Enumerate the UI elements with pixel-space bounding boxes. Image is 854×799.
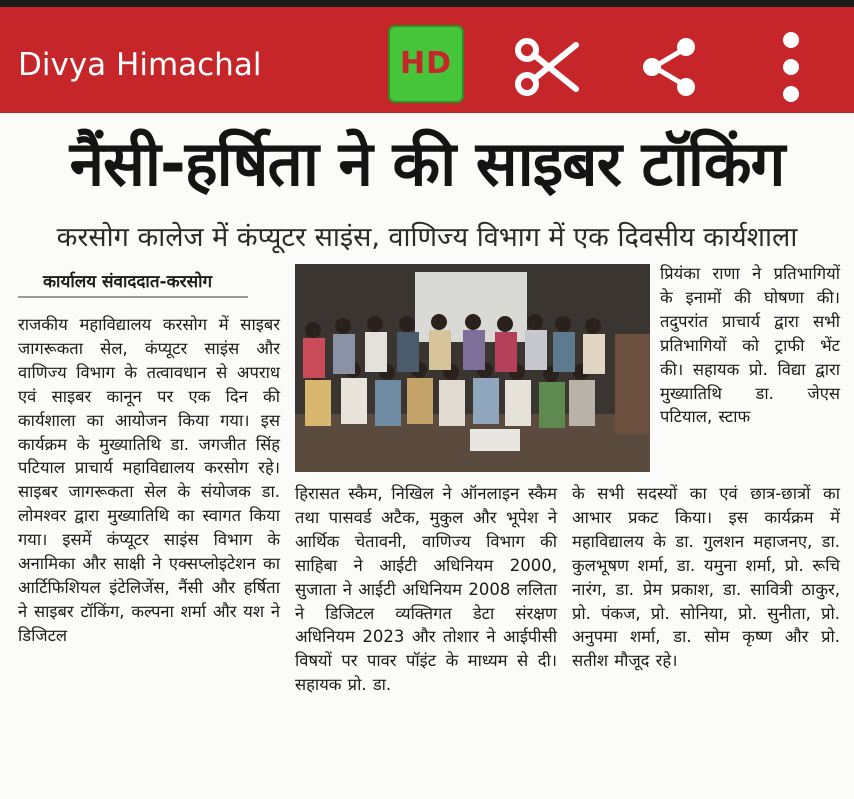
hd-toggle-button[interactable] xyxy=(388,25,464,103)
article-column-1: राजकीय महाविद्यालय करसोग में साइबर जागरूकता सेल, कंप्यूटर साइंस और वाणिज्य विभाग के तत्वावधान से अपराध एवं साइबर कानून पर एक दिन की कार्यशाला का आयोजन किया गया। इस कार्यक्रम के मुख्यातिथि डा. जगजीत सिंह पटियाल प्राचार्य महाविद्यालय करसोग रहे। साइबर जागरूकता सेल के संयोजक डा. लोमश्वर द्वारा मुख्यातिथि का स्वागत किया गया। इसमें कंप्यूटर साइंस विभाग के अनामिका और साक्षी ने एक्सप्लोइटेशन का आर्टिफिशियल इंटेलिजेंस, नैंसी और हर्षिता ने साइबर टॉकिंग, कल्पना शर्मा और यश ने डिजिटल xyxy=(18,315,280,645)
article-column-2: हिरासत स्कैम, निखिल ने ऑनलाइन स्कैम तथा पासवर्ड अटैक, मुकुल और भूपेश ने आर्थिक चेतावनी, वाणिज्य विभाग की साहिबा ने आईटी अधिनियम 2000, सुजाता ने आईटी अधिनियम 2008 ललिता ने डिजिटल व्यक्तिगत डेटा संरक्षण अधिनियम 2023 और तोशार ने आईपीसी विषयों पर पावर पॉइंट के माध्यम से दी। सहायक प्रो. डा. xyxy=(295,484,557,695)
article-column-3-bottom: के सभी सदस्यों का एवं छात्र-छात्रों का आभार प्रकट किया। इस कार्यक्रम में महाविद्यालय के डा. गुलशन महाजनए, डा. कुलभूषण शर्मा, डा. यमुना शर्मा, प्रो. रूचि नारंग, डा. प्रेम प्रकाश, डा. सावित्री ठाकुर, प्रो. पंकज, प्रो. सोनिया, प्रो. सुनीता, प्रो. अनुपमा शर्मा, डा. सोम कृष्ण और प्रो. सतीश मौजूद रहे। xyxy=(572,484,840,671)
scissors-icon[interactable] xyxy=(514,37,580,97)
status-bar xyxy=(0,0,854,7)
article-byline: कार्यालय संवाददात-करसोग xyxy=(43,272,213,292)
app-title: Divya Himachal xyxy=(18,47,262,83)
article-headline: नैंसी-हर्षिता ने की साइबर टॉकिंग xyxy=(69,127,785,200)
byline-divider xyxy=(18,296,248,298)
more-vert-icon[interactable] xyxy=(776,31,806,103)
article-subheadline: करसोग कालेज में कंप्यूटर साइंस, वाणिज्य विभाग में एक दिवसीय कार्यशाला xyxy=(56,222,798,253)
share-icon[interactable] xyxy=(640,37,698,97)
group-photo xyxy=(295,264,650,472)
hd-label: HD xyxy=(399,46,452,81)
article-column-3-top: प्रियंका राणा ने प्रतिभागियों के इनामों की घोषणा की। तदुपरांत प्राचार्य द्वारा सभी प्रतिभागियों को ट्राफी भेंट की। सहायक प्रो. विद्या द्वारा मुख्यातिथि डा. जेएस पटियाल, स्टाफ xyxy=(660,264,840,427)
app-toolbar xyxy=(0,7,854,113)
